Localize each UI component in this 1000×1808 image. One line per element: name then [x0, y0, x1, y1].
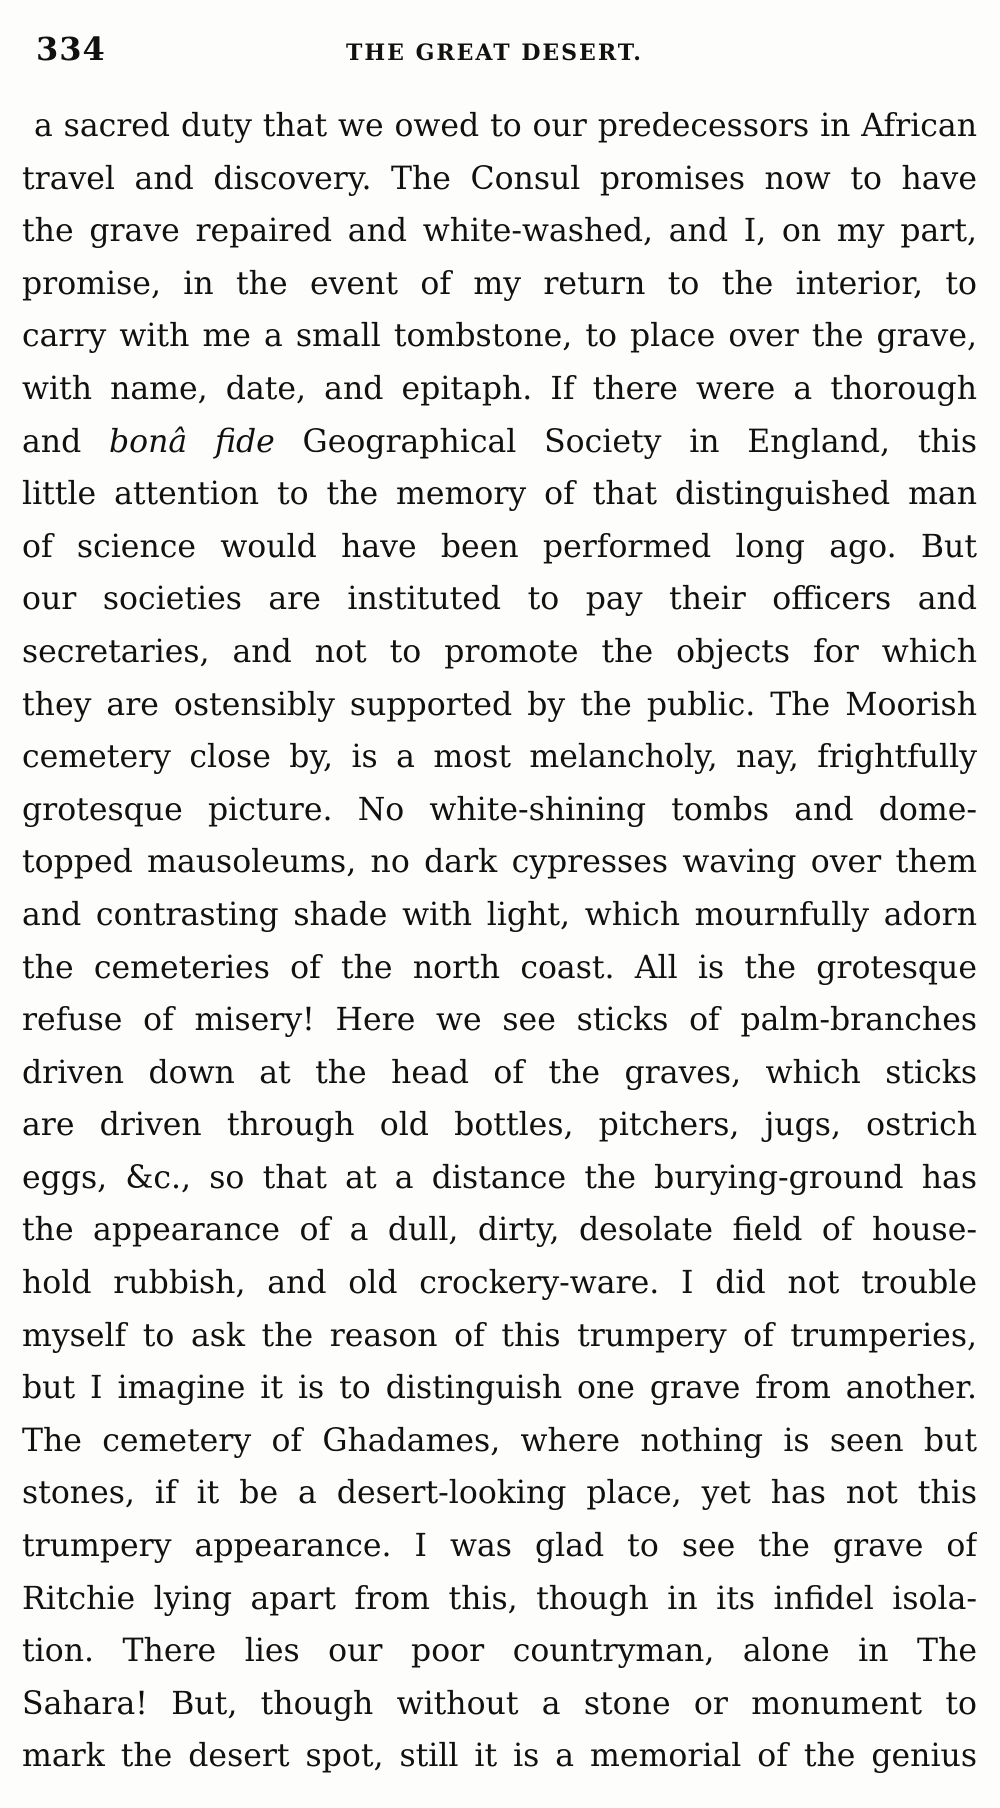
text-line: topped mausoleums, no dark cypresses waving over them — [22, 844, 977, 881]
text-line: eggs, &c., so that at a distance the burying-ground has — [22, 1159, 977, 1196]
text-line: hold rubbish, and old crockery-ware. I did not trouble — [22, 1265, 977, 1302]
italic-phrase: bonâ fide — [109, 423, 275, 460]
text-line: and contrasting shade with light, which mournfully adorn — [22, 896, 977, 933]
text-line: promise, in the event of my return to the interior, to — [22, 265, 977, 302]
text-line: cemetery close by, is a most melancholy, nay, frightfully — [22, 739, 977, 776]
text-segment: and — [22, 423, 109, 460]
text-line: grotesque picture. No white-shining tombs and dome- — [22, 791, 977, 828]
running-title: THE GREAT DESERT. — [346, 40, 643, 66]
text-line: with name, date, and epitaph. If there were a thorough — [22, 370, 977, 407]
text-line: Ritchie lying apart from this, though in its infidel isola- — [22, 1580, 977, 1617]
text-line: travel and discovery. The Consul promises now to have — [22, 160, 977, 197]
text-line: the appearance of a dull, dirty, desolate field of house- — [22, 1212, 977, 1249]
text-line: of science would have been performed long ago. But — [22, 528, 977, 565]
text-line: are driven through old bottles, pitchers, jugs, ostrich — [22, 1107, 977, 1144]
text-line: a sacred duty that we owed to our predecessors in African — [34, 108, 977, 144]
text-line: they are ostensibly supported by the public. The Moorish — [22, 686, 977, 723]
page-header — [36, 30, 964, 76]
text-line: trumpery appearance. I was glad to see the grave of — [22, 1528, 977, 1565]
text-line: tion. There lies our poor countryman, alone in The — [22, 1633, 977, 1670]
text-line: the cemeteries of the north coast. All is the grotesque — [22, 949, 977, 986]
text-line: but I imagine it is to distinguish one grave from another. — [22, 1370, 977, 1407]
text-line: refuse of misery! Here we see sticks of palm-branches — [22, 1002, 977, 1039]
text-line: our societies are instituted to pay their officers and — [22, 581, 977, 618]
body-text — [22, 100, 977, 1783]
text-line: stones, if it be a desert-looking place, yet has not this — [22, 1475, 977, 1512]
text-line: driven down at the head of the graves, which sticks — [22, 1054, 977, 1091]
text-line: carry with me a small tombstone, to place over the grave, — [22, 318, 977, 355]
text-line: mark the desert spot, still it is a memorial of the genius — [22, 1738, 977, 1775]
text-segment: Geographical Society in England, this — [274, 423, 977, 460]
text-line: little attention to the memory of that distinguished man — [22, 476, 977, 513]
page-number: 334 — [36, 30, 106, 68]
text-line: Sahara! But, though without a stone or monument to — [22, 1685, 977, 1722]
text-line: secretaries, and not to promote the objects for which — [22, 633, 977, 670]
text-line: the grave repaired and white-washed, and I, on my part, — [22, 213, 977, 250]
text-line-with-italic — [22, 416, 977, 469]
text-line: The cemetery of Ghadames, where nothing is seen but — [22, 1422, 977, 1459]
text-line: myself to ask the reason of this trumpery of trumperies, — [22, 1317, 977, 1354]
